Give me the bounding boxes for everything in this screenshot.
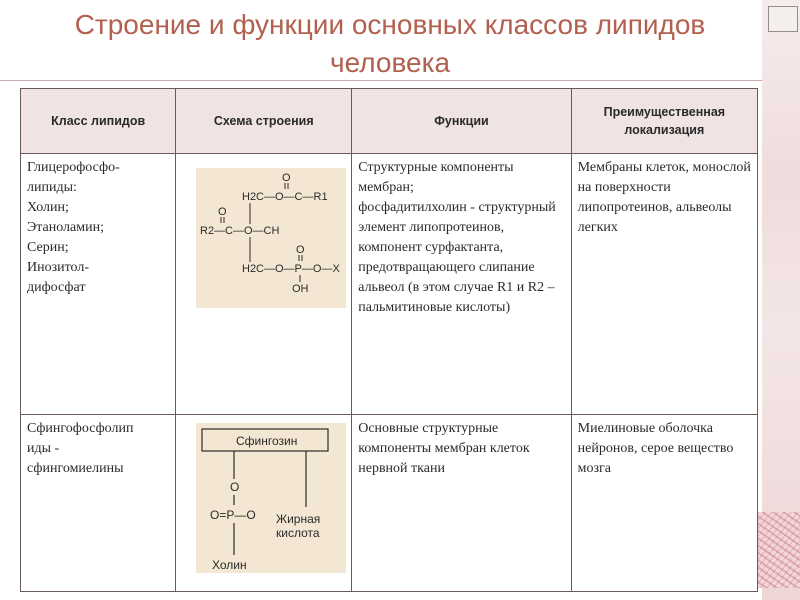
scheme-row1: H2C—O—C—R1 [242, 191, 328, 203]
scheme-row3: H2C—O—P—O—X [242, 263, 341, 275]
cell-scheme [176, 154, 352, 415]
scheme-fatty-acid-line1: Жирная [276, 512, 321, 526]
header-functions: Функции [352, 89, 571, 154]
header-class: Класс липидов [21, 89, 176, 154]
cell-class [21, 154, 176, 415]
decorative-corner-box [768, 6, 798, 32]
class-text: Глицерофосфо- липиды: Холин; Этаноламин; Серин; Инозитол- дифосфат [27, 160, 120, 295]
table-row [21, 154, 758, 415]
functions-text: Структурные компоненты мембран; фосфадитилхолин - структурный элемент липопротеинов, компонент сурфактанта, предотвращающего слипание альвеол (в этом случае R1 и R2 – пальмитиновые кислоты) [358, 160, 556, 315]
scheme-sphingosine: Сфингозин [236, 434, 298, 448]
scheme-row2: R2—C—O—CH [200, 225, 280, 237]
header-localization: Преимущественная локализация [571, 89, 757, 154]
cell-class [21, 415, 176, 592]
decorative-side-strip [762, 0, 800, 600]
localization-text: Миелиновые оболочка нейронов, серое вещество мозга [577, 421, 734, 476]
scheme-o-top: O [282, 172, 291, 184]
localization-text: Мембраны клеток, монослой на поверхности липопротеинов, альвеолы легких [577, 160, 751, 235]
class-text: Сфингофосфолип иды - сфингомиелины [27, 421, 134, 476]
glycerophospholipid-structure-diagram [196, 168, 346, 308]
header-scheme: Схема строения [176, 89, 352, 154]
scheme-o-top: O [230, 480, 240, 494]
cell-functions [352, 415, 571, 592]
cell-localization [571, 154, 757, 415]
title-divider [0, 80, 762, 81]
slide-title: Строение и функции основных классов липидов человека [74, 9, 706, 78]
table-row [21, 415, 758, 592]
scheme-o-low: O [296, 244, 305, 256]
table-header-row [21, 89, 758, 154]
cell-scheme [176, 415, 352, 592]
functions-text: Основные структурные компоненты мембран клеток нервной ткани [358, 421, 530, 476]
scheme-oh: OH [292, 283, 309, 295]
cell-functions [352, 154, 571, 415]
cell-localization [571, 415, 757, 592]
scheme-phosphate: O=P—O [210, 508, 256, 522]
scheme-fatty-acid-line2: кислота [276, 526, 320, 540]
lipids-table [20, 88, 758, 592]
scheme-choline: Холин [212, 558, 247, 572]
sphingomyelin-structure-diagram [196, 423, 346, 573]
scheme-o-mid: O [218, 206, 227, 218]
